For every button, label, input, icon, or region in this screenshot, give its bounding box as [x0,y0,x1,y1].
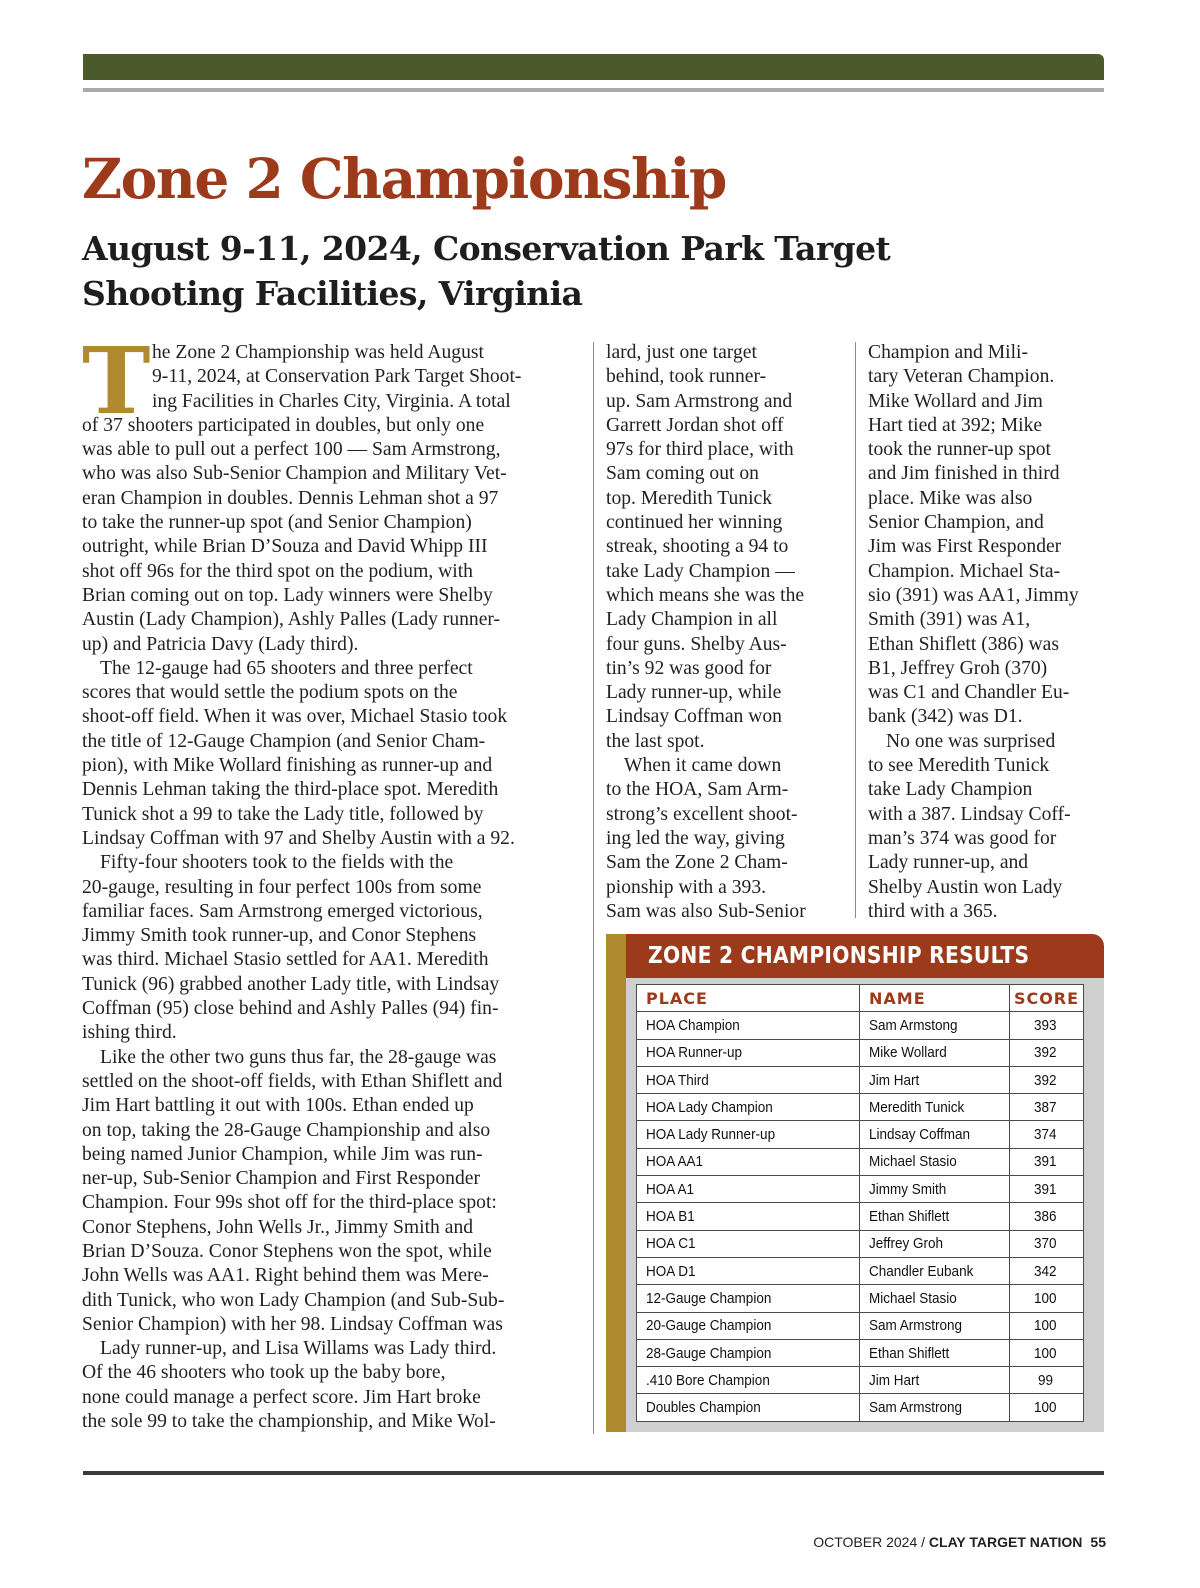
article-line: top. Meredith Tunick [606,487,773,509]
article-line: settled on the shoot-off fields, with Ethan Shiflett and [82,1070,503,1092]
article-line: four guns. Shelby Aus- [606,633,787,655]
result-score-text: 99 [1038,1371,1054,1389]
table-row [637,1203,1084,1230]
result-name [860,1121,1010,1148]
result-place-text: HOA Lady Runner-up [646,1126,776,1144]
result-score [1010,1230,1084,1257]
result-place-text: HOA Champion [646,1016,740,1034]
result-name-text: Jim Hart [869,1071,920,1089]
result-name [860,1012,1010,1039]
result-name-text: Lindsay Coffman [869,1126,971,1144]
article-line: outright, while Brian D’Souza and David Whipp III [82,536,488,558]
result-place-text: HOA AA1 [646,1153,704,1171]
column-header-score: SCORE [1010,985,1084,1012]
result-name [860,1394,1010,1421]
article-line: he Zone 2 Championship was held August [152,342,484,363]
article-line: Lady runner-up, while [606,682,782,704]
results-table [636,984,1084,1422]
article-line: was third. Michael Stasio settled for AA1. Meredith [82,949,489,971]
article-line: Sam coming out on [606,463,759,485]
article-line: 20-gauge, resulting in four perfect 100s from some [82,876,482,898]
result-score [1010,1176,1084,1203]
results-header [626,934,1104,978]
publication-name: CLAY TARGET NATION [928,1534,1083,1550]
article-line: Shelby Austin won Lady [868,876,1063,898]
result-score-text: 342 [1033,1262,1057,1280]
article-line: Tunick shot a 99 to take the Lady title, followed by [82,803,484,825]
article-line: Tunick (96) grabbed another Lady title, with Lindsay [82,973,500,995]
article-line: Senior Champion, and [868,512,1044,534]
article-line: Like the other two guns thus far, the 28-gauge was [100,1046,497,1068]
results-accent-bar [606,934,626,1432]
result-place-text: HOA C1 [646,1235,696,1253]
article-line: Jim was First Responder [868,536,1062,558]
article-line: Lady runner-up, and Lisa Willams was Lady third. [100,1338,497,1360]
result-score [1010,1094,1084,1121]
article-line: lard, just one target [606,342,757,363]
result-name-text: Sam Armstrong [869,1317,963,1335]
result-name [860,1203,1010,1230]
article-subtitle: August 9-11, 2024, Conservation Park Target Shooting Facilities, Virginia [82,229,891,313]
result-score-text: 392 [1033,1071,1057,1089]
article-line: Fifty-four shooters took to the fields with the [100,852,454,874]
article-line: ishing third. [82,1022,177,1044]
result-place [637,1203,860,1230]
article-line: Coffman (95) close behind and Ashly Palles (94) fin- [82,998,499,1020]
result-score-text: 100 [1033,1344,1057,1362]
article-line: being named Junior Champion, while Jim was run- [82,1143,483,1165]
article-line: Mike Wollard and Jim [868,390,1043,412]
table-row [637,1094,1084,1121]
article-line: of 37 shooters participated in doubles, but only one [82,414,485,436]
table-row [637,1066,1084,1093]
result-place [637,1039,860,1066]
result-name-text: Meredith Tunick [869,1098,965,1116]
result-name-text: Jeffrey Groh [869,1235,944,1253]
result-name-text: Jim Hart [869,1371,920,1389]
result-place [637,1394,860,1421]
drop-cap: T [82,327,151,435]
result-name-text: Chandler Eubank [869,1262,974,1280]
article-line: eran Champion in doubles. Dennis Lehman shot a 97 [82,487,499,509]
result-place [637,1230,860,1257]
article-line: was C1 and Chandler Eu- [868,682,1070,704]
article-line: When it came down [624,755,782,777]
article-line: the sole 99 to take the championship, and Mike Wol- [82,1411,496,1433]
column-header-name: NAME [860,985,1010,1012]
header-bar [83,54,1104,80]
issue-date: OCTOBER 2024 / [813,1534,929,1550]
table-row [637,1012,1084,1039]
article-line: with a 387. Lindsay Coff- [868,803,1071,825]
article-line: ner-up, Sub-Senior Champion and First Responder [82,1168,480,1190]
article-line: Senior Champion) with her 98. Lindsay Coffman was [82,1313,503,1335]
result-place-text: 20-Gauge Champion [646,1317,772,1335]
result-name [860,1094,1010,1121]
result-score-text: 393 [1033,1016,1057,1034]
article-line: ing Facilities in Charles City, Virginia. A total [152,390,511,412]
article-title: Zone 2 Championship [82,146,726,211]
article-line: Brian coming out on top. Lady winners were Shelby [82,584,493,606]
result-name-text: Sam Armstrong [869,1399,963,1417]
article-line: to the HOA, Sam Arm- [606,779,789,801]
result-place [637,1176,860,1203]
result-score-text: 374 [1033,1126,1057,1144]
result-score-text: 391 [1033,1180,1057,1198]
result-place [637,1367,860,1394]
result-score [1010,1367,1084,1394]
result-place [637,1339,860,1366]
article-line: third with a 365. [868,900,998,922]
result-score-text: 386 [1033,1208,1057,1226]
result-name-text: Michael Stasio [869,1153,957,1171]
article-line: the last spot. [606,730,705,752]
result-name [860,1230,1010,1257]
result-score [1010,1257,1084,1284]
result-place-text: .410 Bore Champion [646,1371,770,1389]
result-place-text: HOA D1 [646,1262,696,1280]
column-divider [593,342,594,1434]
result-score-text: 392 [1033,1044,1057,1062]
article-line: the title of 12-Gauge Champion (and Senior Cham- [82,730,486,752]
article-line: Austin (Lady Champion), Ashly Palles (Lady runner- [82,609,501,631]
result-score [1010,1148,1084,1175]
result-name [860,1039,1010,1066]
result-name [860,1285,1010,1312]
article-line: The 12-gauge had 65 shooters and three perfect [100,657,473,679]
table-row [637,1257,1084,1284]
article-line: take Lady Champion [868,779,1033,801]
result-score [1010,1394,1084,1421]
result-score [1010,1012,1084,1039]
article-line: Ethan Shiflett (386) was [868,633,1060,655]
result-place [637,1148,860,1175]
result-score [1010,1203,1084,1230]
result-place-text: 28-Gauge Champion [646,1344,772,1362]
table-row [637,1121,1084,1148]
table-row [637,1148,1084,1175]
article-line: shot off 96s for the third spot on the podium, with [82,560,473,582]
article-column-3 [868,341,1108,924]
result-score-text: 100 [1033,1317,1057,1335]
article-line: Smith (391) was A1, [868,609,1031,631]
result-place-text: HOA B1 [646,1208,695,1226]
article-line: and Jim finished in third [868,463,1060,485]
table-row [637,1230,1084,1257]
article-line: strong’s excellent shoot- [606,803,798,825]
article-line: scores that would settle the podium spots on the [82,682,458,704]
result-place [637,1121,860,1148]
result-place [637,1066,860,1093]
article-line: B1, Jeffrey Groh (370) [868,657,1048,679]
table-row [637,1339,1084,1366]
result-score [1010,1285,1084,1312]
result-place-text: HOA Runner-up [646,1044,743,1062]
table-row [637,1285,1084,1312]
article-line: Sam was also Sub-Senior [606,900,806,922]
article-line: which means she was the [606,584,805,606]
result-place-text: HOA Third [646,1071,709,1089]
result-place-text: Doubles Champion [646,1399,761,1417]
article-line: dith Tunick, who won Lady Champion (and Sub-Sub- [82,1289,505,1311]
article-line: Jim Hart battling it out with 100s. Ethan ended up [82,1095,474,1117]
article-line: Champion. Michael Sta- [868,560,1061,582]
article-line: sio (391) was AA1, Jimmy [868,584,1079,606]
result-name-text: Mike Wollard [869,1044,947,1062]
footer-rule [83,1471,1104,1475]
article-line: up) and Patricia Davy (Lady third). [82,633,359,655]
result-place-text: HOA A1 [646,1180,695,1198]
page-number: 55 [1090,1534,1106,1550]
article-line: 9-11, 2024, at Conservation Park Target Shoot- [152,366,522,388]
result-score-text: 391 [1033,1153,1057,1171]
result-score [1010,1339,1084,1366]
result-place-text: HOA Lady Champion [646,1098,773,1116]
article-line: shoot-off field. When it was over, Michael Stasio took [82,706,508,728]
result-place [637,1312,860,1339]
result-name [860,1176,1010,1203]
header-rule [83,88,1104,92]
article-line: to take the runner-up spot (and Senior Champion) [82,512,472,534]
article-column-1 [82,341,582,1434]
article-line: Champion. Four 99s shot off for the third-place spot: [82,1192,497,1214]
article-line: streak, shooting a 94 to [606,536,789,558]
table-row [637,1394,1084,1421]
result-name-text: Ethan Shiflett [869,1208,950,1226]
result-score-text: 100 [1033,1399,1057,1417]
result-score-text: 370 [1033,1235,1057,1253]
article-line: man’s 374 was good for [868,827,1057,849]
result-name [860,1367,1010,1394]
column-divider [855,342,856,918]
article-line: continued her winning [606,512,783,534]
article-line: bank (342) was D1. [868,706,1023,728]
result-place-text: 12-Gauge Champion [646,1289,772,1307]
result-score [1010,1121,1084,1148]
table-row [637,1176,1084,1203]
article-line: Lady Champion in all [606,609,778,631]
result-name [860,1257,1010,1284]
article-line: Hart tied at 392; Mike [868,414,1043,436]
result-name [860,1312,1010,1339]
result-score-text: 100 [1033,1289,1057,1307]
article-line: pion), with Mike Wollard finishing as runner-up and [82,755,493,777]
article-line: Jimmy Smith took runner-up, and Conor Stephens [82,925,477,947]
article-line: familiar faces. Sam Armstrong emerged victorious, [82,900,483,922]
article-line: Champion and Mili- [868,342,1029,363]
article-line: tin’s 92 was good for [606,657,772,679]
result-name-text: Ethan Shiflett [869,1344,950,1362]
article-line: to see Meredith Tunick [868,755,1050,777]
result-place [637,1285,860,1312]
article-line: Lady runner-up, and [868,852,1029,874]
result-place [637,1012,860,1039]
results-header-row [637,985,1084,1012]
article-line: who was also Sub-Senior Champion and Military Vet- [82,463,507,485]
results-title: ZONE 2 CHAMPIONSHIP RESULTS [648,943,1030,969]
result-name-text: Michael Stasio [869,1289,957,1307]
article-line: took the runner-up spot [868,439,1051,461]
result-name-text: Jimmy Smith [869,1180,947,1198]
article-line: none could manage a perfect score. Jim Hart broke [82,1386,481,1408]
article-line: up. Sam Armstrong and [606,390,793,412]
column-header-place: PLACE [637,985,860,1012]
article-line: Garrett Jordan shot off [606,414,784,436]
result-score-text: 387 [1033,1098,1057,1116]
table-row [637,1367,1084,1394]
article-line: was able to pull out a perfect 100 — Sam Armstrong, [82,439,501,461]
article-column-2 [606,341,846,924]
article-line: Of the 46 shooters who took up the baby bore, [82,1362,446,1384]
article-line: behind, took runner- [606,366,767,388]
page-footer [813,1534,1106,1550]
article-line: Sam the Zone 2 Cham- [606,852,788,874]
result-name [860,1339,1010,1366]
result-score [1010,1312,1084,1339]
article-line: Lindsay Coffman with 97 and Shelby Austin with a 92. [82,827,515,849]
article-line: Conor Stephens, John Wells Jr., Jimmy Smith and [82,1216,474,1238]
article-line: place. Mike was also [868,487,1033,509]
article-line: on top, taking the 28-Gauge Championship and also [82,1119,491,1141]
article-line: pionship with a 393. [606,876,767,898]
article-line: 97s for third place, with [606,439,794,461]
article-line: ing led the way, giving [606,827,785,849]
result-name-text: Sam Armstong [869,1016,958,1034]
article-line: tary Veteran Champion. [868,366,1055,388]
result-name [860,1066,1010,1093]
result-name [860,1148,1010,1175]
result-score [1010,1066,1084,1093]
article-line: Dennis Lehman taking the third-place spot. Meredith [82,779,499,801]
table-row [637,1312,1084,1339]
result-place [637,1257,860,1284]
article-line: take Lady Champion — [606,560,795,582]
article-line: Brian D’Souza. Conor Stephens won the spot, while [82,1240,492,1262]
result-place [637,1094,860,1121]
article-line: No one was surprised [886,730,1056,752]
result-score [1010,1039,1084,1066]
table-row [637,1039,1084,1066]
article-line: Lindsay Coffman won [606,706,782,728]
article-line: John Wells was AA1. Right behind them was Mere- [82,1265,489,1287]
